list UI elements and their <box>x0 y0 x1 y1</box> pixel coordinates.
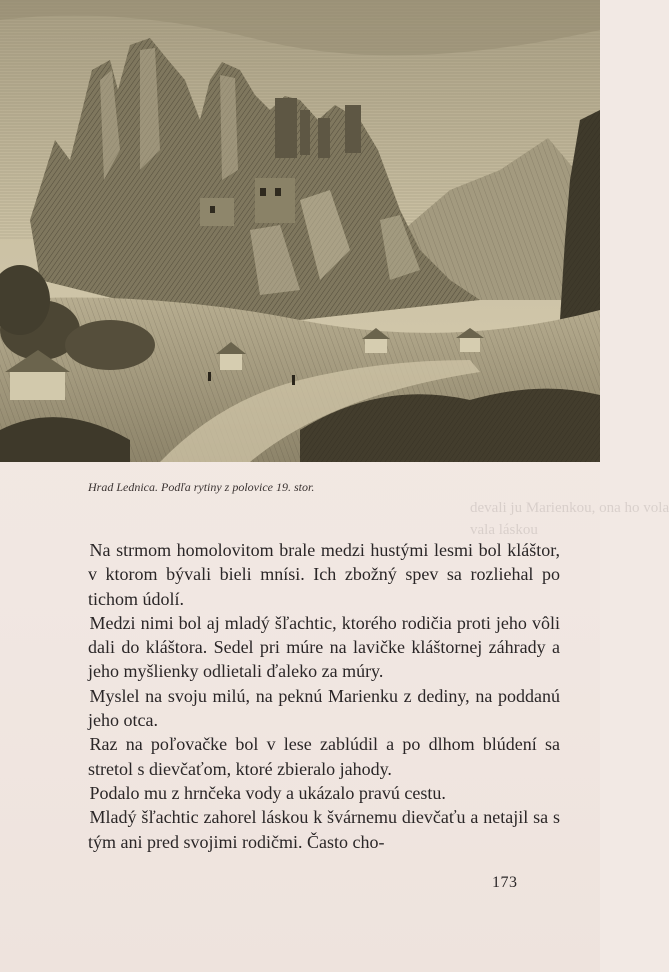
illustration-caption: Hrad Lednica. Podľa rytiny z polovice 19. stor. <box>88 480 315 494</box>
paragraph: Raz na poľovačke bol v lese zablúdil a po dlhom blúdení sa stretol s dievčaťom, ktoré zbieralo jahody. <box>88 734 560 779</box>
show-through-line: devali ju Marienkou, ona ho vola <box>470 500 669 516</box>
page-number: 173 <box>492 874 518 891</box>
paragraph: Mladý šľachtic zahorel láskou k švárnemu dievčaťu a netajil sa s tým ani pred svojimi rodičmi. Často cho- <box>88 807 560 852</box>
paragraph: Medzi nimi bol aj mladý šľachtic, ktorého rodičia proti jeho vôli dali do kláštora. Sedel pri múre na lavičke kláštornej záhrady a jeho myšlienky odlietali ďaleko za múry. <box>88 612 560 682</box>
show-through-line: vala láskou <box>470 522 538 538</box>
paragraph: Myslel na svoju milú, na peknú Marienku z dediny, na poddanú jeho otca. <box>88 685 560 731</box>
paragraph: Podalo mu z hrnčeka vody a ukázalo pravú cestu. <box>89 782 446 803</box>
body-text <box>88 538 560 854</box>
paragraph: Na strmom homolovitom brale medzi hustými lesmi bol kláštor, v ktorom bývali bieli mnísi. Ich zbožný spev sa rozliehal po tichom údolí. <box>88 540 560 609</box>
show-through-text <box>470 497 669 541</box>
castle-engraving-illustration <box>0 0 600 462</box>
